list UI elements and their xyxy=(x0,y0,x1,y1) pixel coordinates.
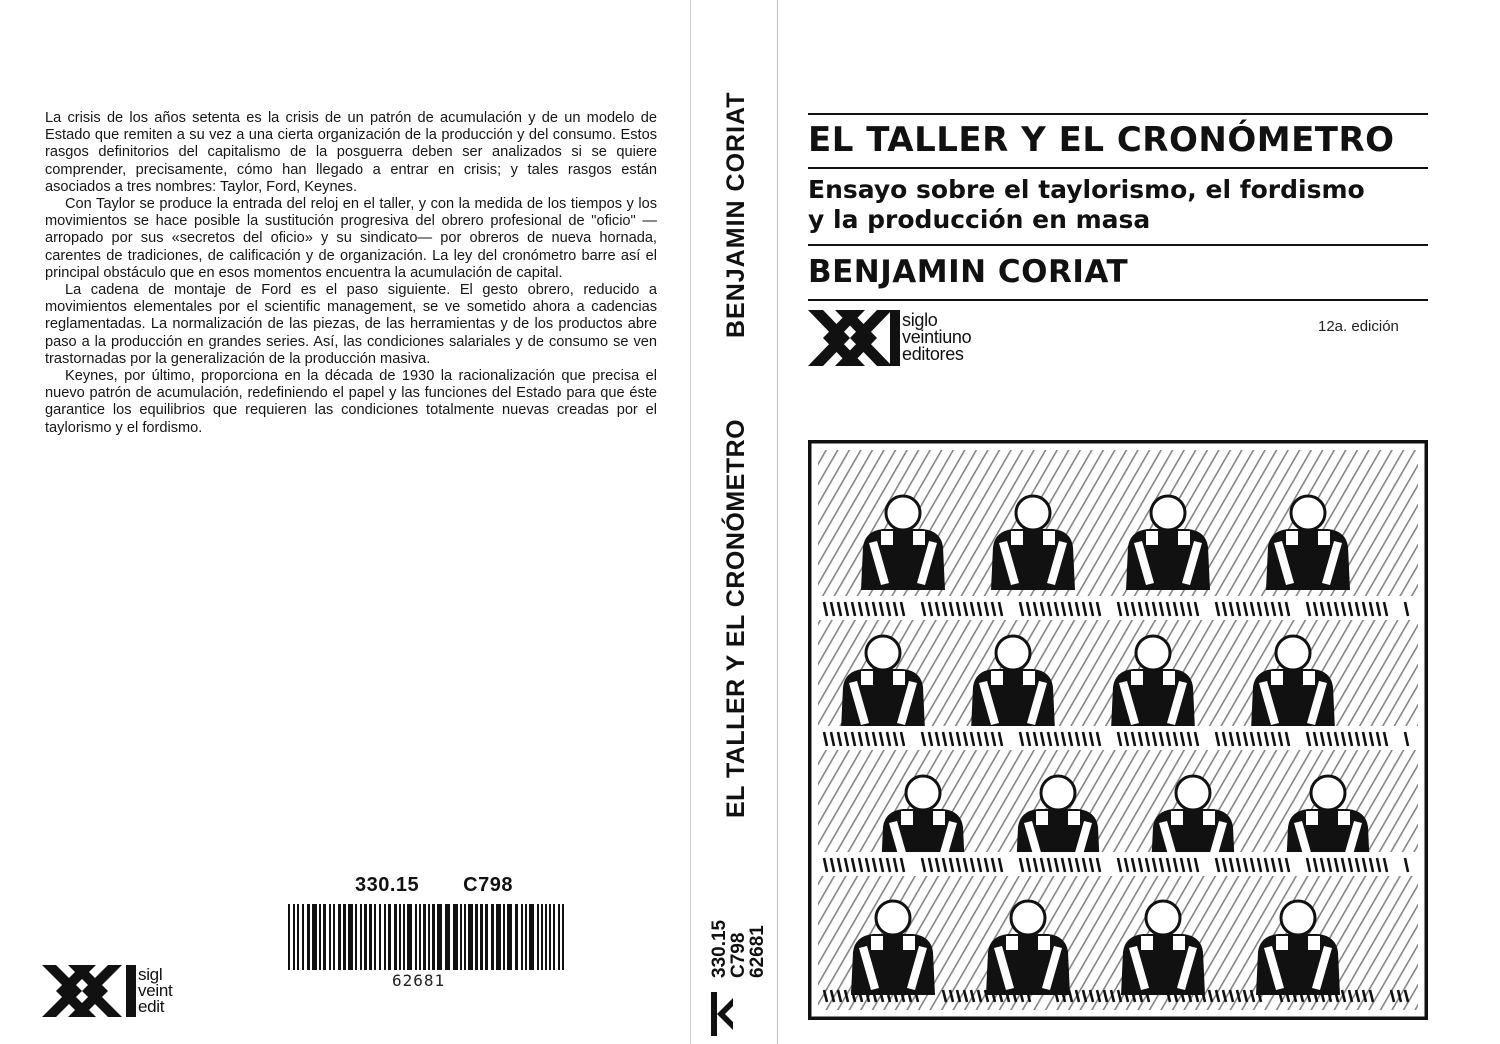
spine-author: BENJAMIN CORIAT xyxy=(722,91,750,338)
spine-call-number xyxy=(710,920,767,978)
rule-below-title xyxy=(808,167,1428,169)
logo-line-1: sigl xyxy=(138,965,163,984)
blurb-paragraph-3: La cadena de montaje de Ford es el paso siguiente. El gesto obrero, reducido a movimientos elementales por el scientific management, se ve sometido ahora a cadencias reglamentadas. La normalización de las piezas, de las herramientas y de los productos abre paso a la producción en grandes series. Así, las condiciones salariales y de consumo se ven trastornadas por la generalización de la producción masiva. xyxy=(45,282,657,367)
front-author: BENJAMIN CORIAT xyxy=(808,254,1129,290)
front-logo-line-3: editores xyxy=(902,344,964,364)
spine-fold-left xyxy=(690,0,691,1044)
logo-line-3: edit xyxy=(138,997,165,1016)
back-cover-blurb xyxy=(45,110,657,437)
blurb-paragraph-4: Keynes, por último, proporciona en la década de 1930 la racionalización que precisa el nuevo patrón de acumulación, redefiniendo el papel y las funciones del Estado para que éste garantice los equilibrios que requieren las condiciones totalmente nuevas creadas por el taylorismo y el fordismo. xyxy=(45,368,657,436)
spine-call-line-2: C798 xyxy=(728,932,749,978)
edition-label: 12a. edición xyxy=(1318,318,1399,335)
rule-above-author xyxy=(808,244,1428,246)
call-number: 330.15 xyxy=(355,874,420,896)
blurb-paragraph-1: La crisis de los años setenta es la crisis de un patrón de acumulación y de un modelo de Estado que remiten a su vez a una cierta organización de la producción y del consumo. Estos rasgos definitorios del capitalismo de la posguerra deben ser analizados si se quiere comprender, precisamente, cómo han llegado a entrar en crisis; y tales rasgos están asociados a tres nombres: Taylor, Ford, Keynes. xyxy=(45,110,657,195)
subtitle-line-2: y la producción en masa xyxy=(808,205,1151,234)
blurb-paragraph-2: Con Taylor se produce la entrada del reloj en el taller, y con la medida de los tiempos y los movimientos se hace posible la sustitución progresiva del obrero profesional de "oficio" —arropado por sus «secretos del oficio» y su sindicato— por obreros de nueva hornada, carentes de tradiciones, de calificación y de organización. La ley del cronómetro barre así el principal obstáculo que en esos momentos encuentra la acumulación de capital. xyxy=(45,196,657,281)
barcode xyxy=(288,904,568,970)
back-publisher-logo xyxy=(42,965,232,1019)
spine-call-line-3: 62681 xyxy=(747,925,768,978)
front-title: EL TALLER Y EL CRONÓMETRO xyxy=(808,120,1395,160)
spine-publisher-mark-icon xyxy=(711,992,733,1036)
spine-fold-right xyxy=(777,0,778,1044)
barcode-number: 62681 xyxy=(392,971,446,990)
front-logo-line-2: veintiuno xyxy=(902,327,972,347)
front-logo-line-1: siglo xyxy=(902,310,938,330)
spine-call-line-1: 330.15 xyxy=(709,919,730,978)
logo-line-2: veint xyxy=(138,981,173,1000)
cover-illustration xyxy=(808,440,1428,1020)
front-subtitle xyxy=(808,175,1428,235)
siglo-xxi-mark-icon xyxy=(42,965,136,1017)
rule-top xyxy=(808,113,1428,115)
rule-below-author xyxy=(808,299,1428,301)
subtitle-line-1: Ensayo sobre el taylorismo, el fordismo xyxy=(808,175,1365,204)
library-label xyxy=(355,874,555,897)
front-publisher-logo xyxy=(808,310,1008,370)
spine-title: EL TALLER Y EL CRONÓMETRO xyxy=(722,418,750,818)
cutter-number: C798 xyxy=(463,874,513,896)
siglo-xxi-mark-icon xyxy=(808,310,900,366)
